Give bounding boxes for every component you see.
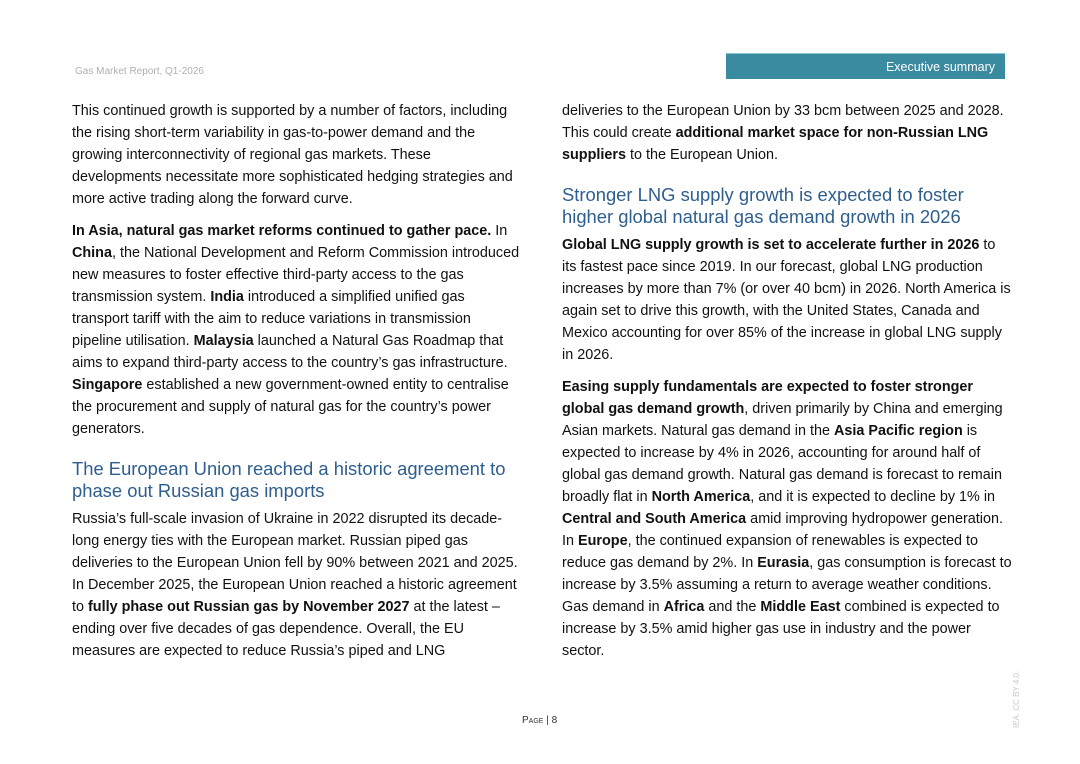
paragraph-eu-deliveries: deliveries to the European Union by 33 bcm between 2025 and 2028. This could create additional market space for non-Russian LNG suppliers to the European Union. <box>562 103 1004 163</box>
running-title: Gas Market Report, Q1-2026 <box>75 66 204 77</box>
paragraph-lng-supply: Global LNG supply growth is set to accelerate further in 2026 to its fastest pace since 2019. In our forecast, global LNG production increases by more than 7% (or over 40 bcm) in 2026. North America is again set to drive this growth, with the United States, Canada and Mexico accounting for over 85% of the increase in global LNG supply in 2026. <box>562 237 1011 363</box>
section-label-bar <box>726 53 1005 79</box>
section-label: Executive summary <box>885 60 995 74</box>
paragraph-growth-factors: This continued growth is supported by a number of factors, including the rising short-term variability in gas-to-power demand and the growing interconnectivity of regional gas markets. These developments necessitate more sophisticated hedging strategies and more active trading along the forward curve. <box>72 103 513 207</box>
heading-eu-agreement: The European Union reached a historic agreement to phase out Russian gas imports <box>72 458 506 501</box>
license-note: IEA. CC BY 4.0. <box>1012 670 1021 728</box>
paragraph-demand-growth: Easing supply fundamentals are expected to foster stronger global gas demand growth, driven primarily by China and emerging Asian markets. Natural gas demand in the Asia Pacific region is expected to increase by 4% in 2026, accounting for around half of global gas demand growth. Natural gas demand is forecast to remain broadly flat in North America, and it is expected to decline by 1% in Central and South America amid improving hydropower generation. In Europe, the continued expansion of renewables is expected to reduce gas demand by 2%. In Eurasia, gas consumption is forecast to increase by 3.5% assuming a return to average weather conditions. Gas demand in Africa and the Middle East combined is expected to increase by 3.5% amid higher gas use in industry and the power sector. <box>562 379 1012 659</box>
right-column <box>562 100 1012 672</box>
left-column <box>72 100 522 672</box>
paragraph-eu-phaseout: Russia’s full-scale invasion of Ukraine in 2022 disrupted its decade-long energy ties with the European market. Russian piped gas deliveries to the European Union fell by 90% between 2021 and 2025. In December 2025, the European Union reached a historic agreement to fully phase out Russian gas by November 2027 at the latest – ending over five decades of gas dependence. Overall, the EU measures are expected to reduce Russia’s piped and LNG <box>72 511 518 659</box>
paragraph-asia-reforms: In Asia, natural gas market reforms continued to gather pace. In China, the National Development and Reform Commission introduced new measures to foster effective third-party access to the gas transmission system. India introduced a simplified unified gas transport tariff with the aim to reduce variations in transmission pipeline utilisation. Malaysia launched a Natural Gas Roadmap that aims to expand third-party access to the country’s gas infrastructure. Singapore established a new government-owned entity to centralise the procurement and supply of natural gas for the country’s power generators. <box>72 223 520 437</box>
page-number: Page | 8 <box>522 715 558 726</box>
heading-lng-supply-growth: Stronger LNG supply growth is expected to foster higher global natural gas demand growth in 2026 <box>562 184 964 227</box>
